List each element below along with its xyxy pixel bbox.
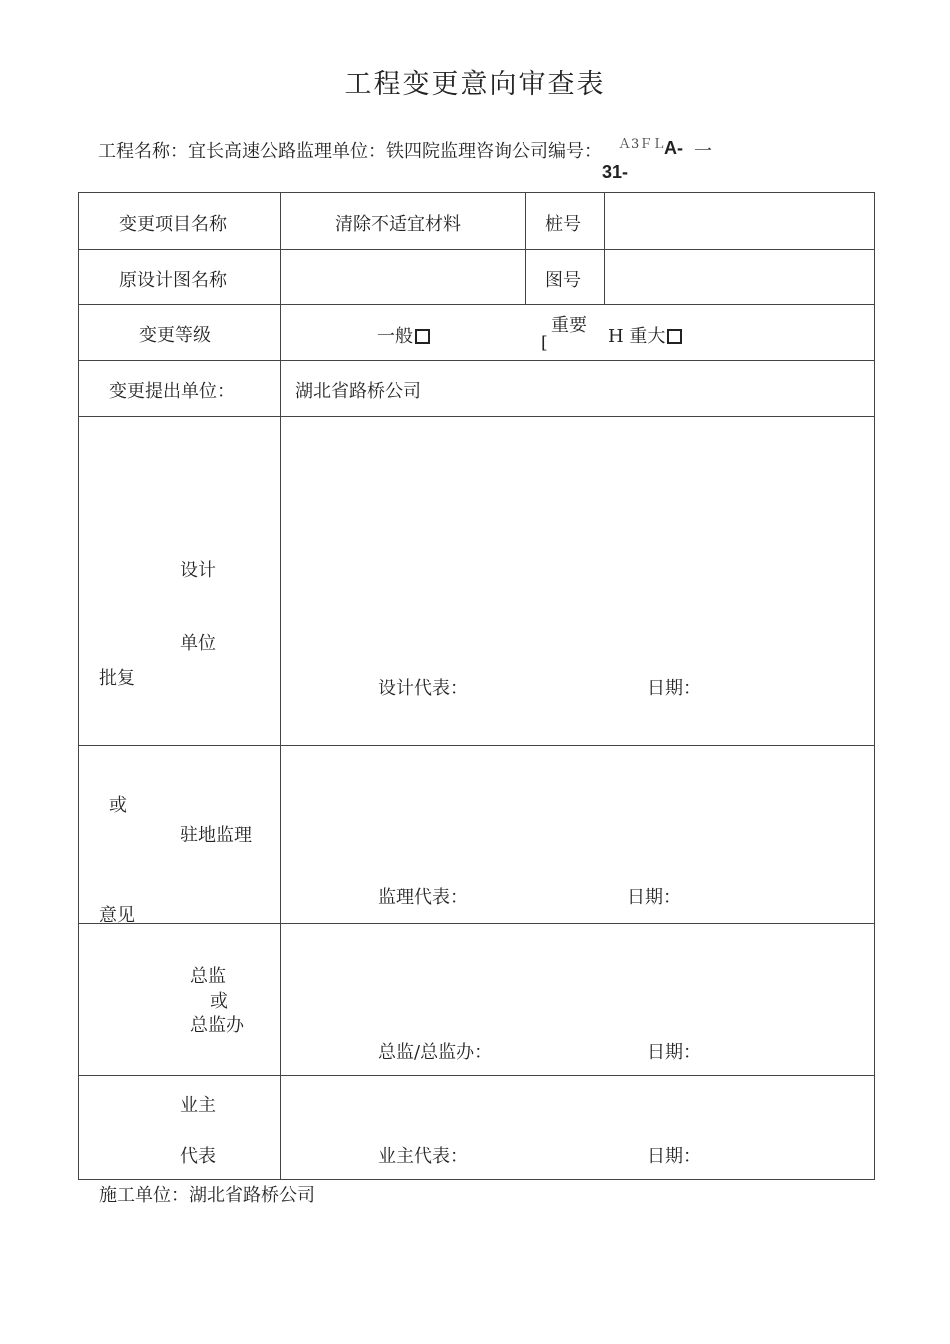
pile-label: 桩号 [545,214,581,235]
grade-general-text: 一般 [377,326,413,347]
chief-label-1: 总监 [190,966,226,987]
design-label-2: 单位 [180,633,216,654]
overlap-text: Ａ3ＦＬ [618,137,666,152]
supervision-label-2: 驻地监理 [180,825,252,846]
serial-code-b: 31- [602,162,629,182]
supervision-label-3: 意见 [99,905,135,926]
chief-label-2: 或 [210,991,228,1012]
table-line [78,192,79,1180]
table-line [78,249,875,250]
owner-date-label: 日期： [647,1146,701,1167]
serial-code-a: A- [664,138,683,158]
table-line [78,192,875,193]
design-drawing-label: 原设计图名称 [119,270,227,291]
table-line [525,192,526,304]
design-label-1: 设计 [180,560,216,581]
table-line [78,360,875,361]
table-line [604,192,605,304]
grade-important-text: 重要 [551,315,587,336]
grade-important-bracket: [ [541,333,548,353]
supervision-date-label: 日期： [627,887,681,908]
grade-major-option[interactable] [608,322,682,348]
proposer-label: 变更提出单位： [109,381,235,402]
grade-major-text: H 重大 [608,326,666,347]
grade-label: 变更等级 [139,325,211,346]
project-info: 工程名称：宜长高速公路监理单位：铁四院监理咨询公司编号： [98,141,602,162]
item-name-value: 清除不适宜材料 [335,214,461,235]
table-line [78,745,875,746]
table-line [78,1179,875,1180]
chief-rep-label: 总监/总监办： [378,1042,493,1063]
serial-dash: 一 [694,141,712,162]
proposer-value: 湖北省路桥公司 [295,381,421,402]
design-date-label: 日期： [647,678,701,699]
table-line [78,1075,875,1076]
table-line [874,192,875,1180]
owner-label-1: 业主 [180,1095,216,1116]
table-line [78,304,875,305]
item-name-label: 变更项目名称 [119,214,227,235]
grade-general-option[interactable] [377,322,430,348]
design-label-3: 批复 [99,668,135,689]
owner-rep-label: 业主代表： [378,1146,468,1167]
supervision-label-1: 或 [109,795,127,816]
drawing-no-label: 图号 [545,270,581,291]
table-line [280,192,281,1180]
contractor-footer: 施工单位：湖北省路桥公司 [99,1185,315,1206]
chief-label-3: 总监办 [190,1015,244,1036]
checkbox-icon[interactable] [415,329,430,344]
chief-date-label: 日期： [647,1042,701,1063]
supervision-rep-label: 监理代表： [378,887,468,908]
owner-label-2: 代表 [180,1146,216,1167]
checkbox-icon[interactable] [667,329,682,344]
table-line [78,923,875,924]
page-title: 工程变更意向审查表 [344,69,606,100]
table-line [78,416,875,417]
design-rep-label: 设计代表： [378,678,468,699]
